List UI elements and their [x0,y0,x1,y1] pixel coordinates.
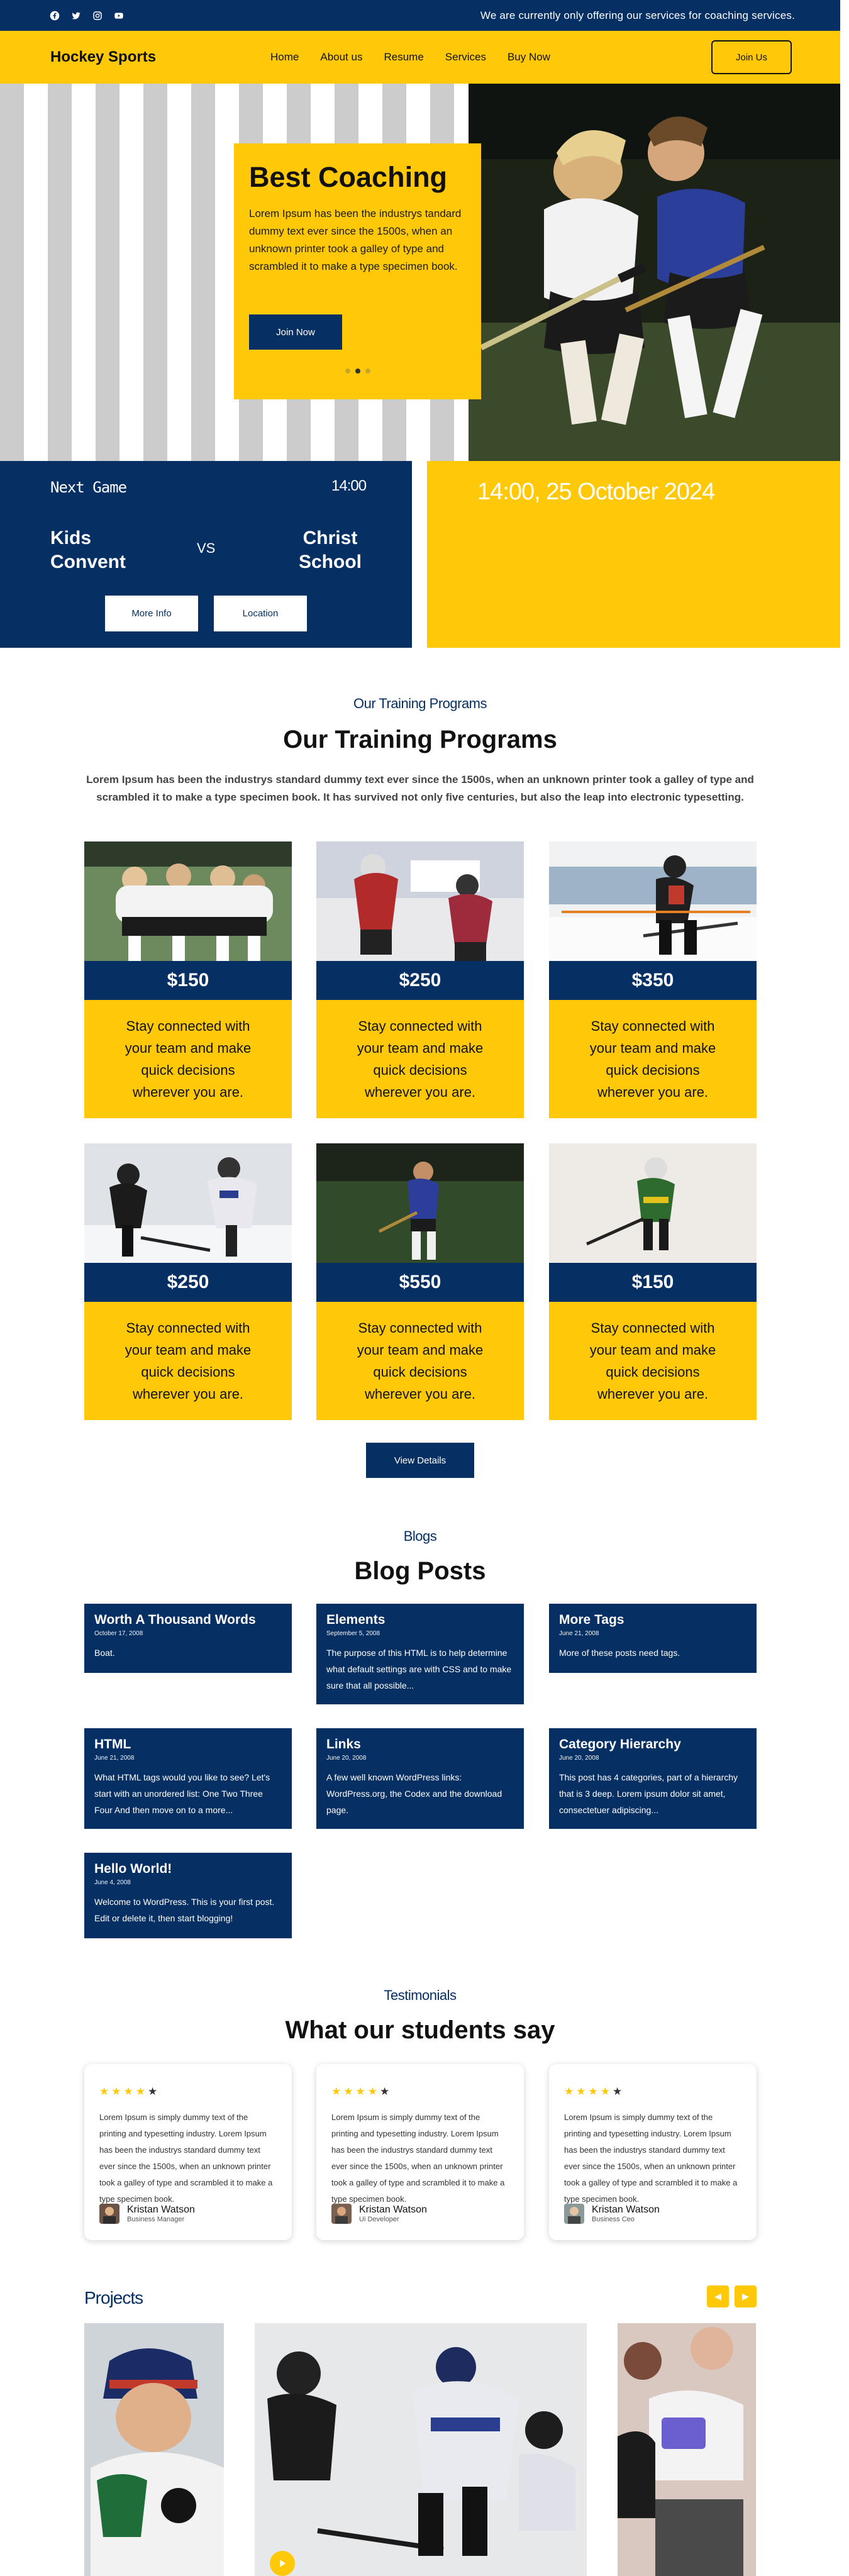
next-game-label: Next Game [50,479,127,496]
blog-title[interactable]: Worth A Thousand Words [94,1613,256,1627]
blogs-kicker: Blogs [403,1528,437,1544]
blog-card[interactable] [316,1728,524,1829]
projects-title: Projects [84,2288,143,2307]
program-card[interactable] [316,841,524,1118]
blog-title[interactable]: HTML [94,1737,131,1752]
hero-card [234,143,481,399]
topbar-message: We are currently only offering our services for coaching services. [480,9,795,21]
star-empty-icon: ★ [380,2085,390,2097]
star-icon: ★ [99,2085,109,2097]
author-name: Kristan Watson [127,2204,195,2215]
testimonial-author [564,2204,660,2224]
blog-date: June 20, 2008 [559,1755,599,1762]
next-game-panel [0,461,412,648]
program-image [316,841,524,961]
testimonial-card [316,2064,524,2240]
nav-buy-now[interactable]: Buy Now [507,51,550,63]
blog-card[interactable] [84,1853,292,1938]
program-price: $150 [549,1263,757,1302]
blog-excerpt: What HTML tags would you like to see? Let's start with an unordered list: One Two Three Four And then move on to a more... [94,1772,270,1815]
blog-title[interactable]: Links [326,1737,361,1752]
blog-date: September 5, 2008 [326,1630,380,1637]
program-image [549,841,757,961]
testimonials-kicker: Testimonials [384,1987,457,2003]
avatar [564,2204,584,2224]
nav-resume[interactable]: Resume [384,51,424,63]
blogs-title: Blog Posts [354,1557,486,1585]
star-icon: ★ [576,2085,586,2097]
slider-dot[interactable] [345,369,350,374]
next-game-time: 14:00 [331,477,367,494]
testimonials-title: What our students say [285,2016,555,2044]
avatar [99,2204,119,2224]
program-card[interactable] [84,1143,292,1420]
program-price: $550 [316,1263,524,1302]
author-role: Business Manager [127,2216,185,2223]
program-card[interactable] [549,841,757,1118]
training-kicker: Our Training Programs [353,696,487,711]
play-icon[interactable] [270,2551,295,2576]
game-date: 14:00, 25 October 2024 [477,479,715,505]
program-text: Stay connected with your team and make quick decisions wherever you are. [316,1302,524,1420]
testimonial-quote: Lorem Ipsum is simply dummy text of the printing and typesetting industry. Lorem Ipsum has been the industrys standard dummy text ever since the 1500s, when an unknown printer took a galley of type and scrambled it to make a type specimen book. [99,2112,273,2204]
social-links [49,10,125,21]
join-now-button[interactable]: Join Now [249,314,342,350]
star-icon: ★ [123,2085,133,2097]
blog-card[interactable] [84,1728,292,1829]
location-button[interactable]: Location [214,596,307,631]
main-nav [270,51,711,64]
slider-dot-active[interactable] [355,369,360,374]
program-image [84,841,292,961]
program-text: Stay connected with your team and make quick decisions wherever you are. [316,1000,524,1118]
blog-excerpt: Welcome to WordPress. This is your first post. Edit or delete it, then start blogging! [94,1897,275,1923]
blog-date: June 21, 2008 [559,1630,599,1637]
star-empty-icon: ★ [148,2085,158,2097]
hero-section [0,84,840,461]
rating-stars [331,2085,509,2098]
star-icon: ★ [588,2085,598,2097]
star-icon: ★ [564,2085,574,2097]
brand-logo[interactable]: Hockey Sports [50,48,157,65]
hero-title: Best Coaching [249,161,448,193]
program-image [84,1143,292,1263]
blog-title[interactable]: More Tags [559,1613,624,1627]
star-icon: ★ [331,2085,341,2097]
top-bar [0,0,840,31]
project-card[interactable] [618,2323,756,2576]
blog-date: June 21, 2008 [94,1755,135,1762]
rating-stars [564,2085,741,2098]
program-text: Stay connected with your team and make quick decisions wherever you are. [84,1302,292,1420]
blog-title[interactable]: Elements [326,1613,386,1627]
versus-label: VS [197,540,216,556]
blog-card[interactable] [316,1604,524,1704]
program-image [316,1143,524,1263]
team-right: Christ School [298,528,362,572]
program-price: $150 [84,961,292,1000]
chevron-right-icon[interactable]: ▶ [735,2285,757,2307]
program-price: $350 [549,961,757,1000]
testimonial-author [99,2204,195,2224]
blog-date: June 20, 2008 [326,1755,367,1762]
nav-home[interactable]: Home [270,51,299,63]
star-icon: ★ [343,2085,353,2097]
program-card[interactable] [84,841,292,1118]
hero-text: Lorem Ipsum has been the industrys tandard dummy text ever since the 1500s, when an unknown printer took a galley of type and scrambled it to make a type specimen book. [249,208,462,272]
hero-image [469,84,840,461]
author-role: Ui Developer [359,2216,399,2223]
program-card[interactable] [316,1143,524,1420]
program-text: Stay connected with your team and make quick decisions wherever you are. [549,1302,757,1420]
blog-title[interactable]: Category Hierarchy [559,1737,681,1752]
blog-excerpt: Boat. [94,1648,115,1658]
star-icon: ★ [367,2085,377,2097]
view-details-button[interactable]: View Details [366,1443,474,1478]
twitter-icon[interactable] [70,10,82,21]
star-icon: ★ [135,2085,145,2097]
author-name: Kristan Watson [359,2204,427,2215]
blog-excerpt: The purpose of this HTML is to help determine what default settings are with CSS and to make sure that all possible... [326,1648,512,1690]
game-date-panel [427,461,840,648]
site-header [0,31,840,84]
blog-excerpt: More of these posts need tags. [559,1648,680,1658]
program-card[interactable] [549,1143,757,1420]
blog-title[interactable]: Hello World! [94,1862,172,1876]
author-name: Kristan Watson [592,2204,660,2215]
blog-excerpt: A few well known WordPress links: WordPress.org, the Codex and the download page. [326,1772,502,1815]
training-description: Lorem Ipsum has been the industrys standard dummy text ever since the 1500s, when an unknown printer took a galley of type and scrambled it to make a type specimen book. It has survived not only five centuries, but also the leap into electronic typesetting. [86,774,754,803]
blog-card[interactable] [549,1728,757,1829]
testimonial-author [331,2204,427,2224]
star-icon: ★ [600,2085,610,2097]
program-text: Stay connected with your team and make quick decisions wherever you are. [549,1000,757,1118]
project-card[interactable] [255,2323,587,2576]
program-price: $250 [84,1263,292,1302]
testimonial-quote: Lorem Ipsum is simply dummy text of the printing and typesetting industry. Lorem Ipsum has been the industrys standard dummy text ever since the 1500s, when an unknown printer took a galley of type and scrambled it to make a type specimen book. [564,2112,738,2204]
star-icon: ★ [355,2085,365,2097]
star-icon: ★ [111,2085,121,2097]
chevron-left-icon[interactable]: ◀ [707,2285,729,2307]
slider-dots [234,369,481,374]
nav-about-us[interactable]: About us [320,51,363,63]
star-empty-icon: ★ [613,2085,623,2097]
nav-services[interactable]: Services [445,51,486,63]
slider-dot[interactable] [365,369,370,374]
instagram-icon[interactable] [92,10,103,21]
program-image [549,1143,757,1263]
program-price: $250 [316,961,524,1000]
blog-card[interactable] [84,1604,292,1673]
testimonial-card [84,2064,292,2240]
training-title: Our Training Programs [283,726,557,753]
join-us-button[interactable]: Join Us [711,40,792,74]
avatar [331,2204,352,2224]
blog-date: October 17, 2008 [94,1630,143,1637]
youtube-icon[interactable] [113,10,125,21]
testimonial-quote: Lorem Ipsum is simply dummy text of the printing and typesetting industry. Lorem Ipsum has been the industrys standard dummy text ever since the 1500s, when an unknown printer took a galley of type and scrambled it to make a type specimen book. [331,2112,505,2204]
testimonial-card [549,2064,757,2240]
facebook-icon[interactable] [49,10,60,21]
rating-stars [99,2085,277,2098]
blog-card[interactable] [549,1604,757,1673]
team-left: Kids Convent [50,528,126,572]
blog-date: June 4, 2008 [94,1879,131,1886]
more-info-button[interactable]: More Info [105,596,198,631]
author-role: Business Ceo [592,2216,635,2223]
project-card[interactable] [84,2323,224,2576]
blog-excerpt: This post has 4 categories, part of a hierarchy that is 3 deep. Lorem ipsum dolor sit amet, consectetuer adipiscing... [559,1772,738,1815]
program-text: Stay connected with your team and make quick decisions wherever you are. [84,1000,292,1118]
